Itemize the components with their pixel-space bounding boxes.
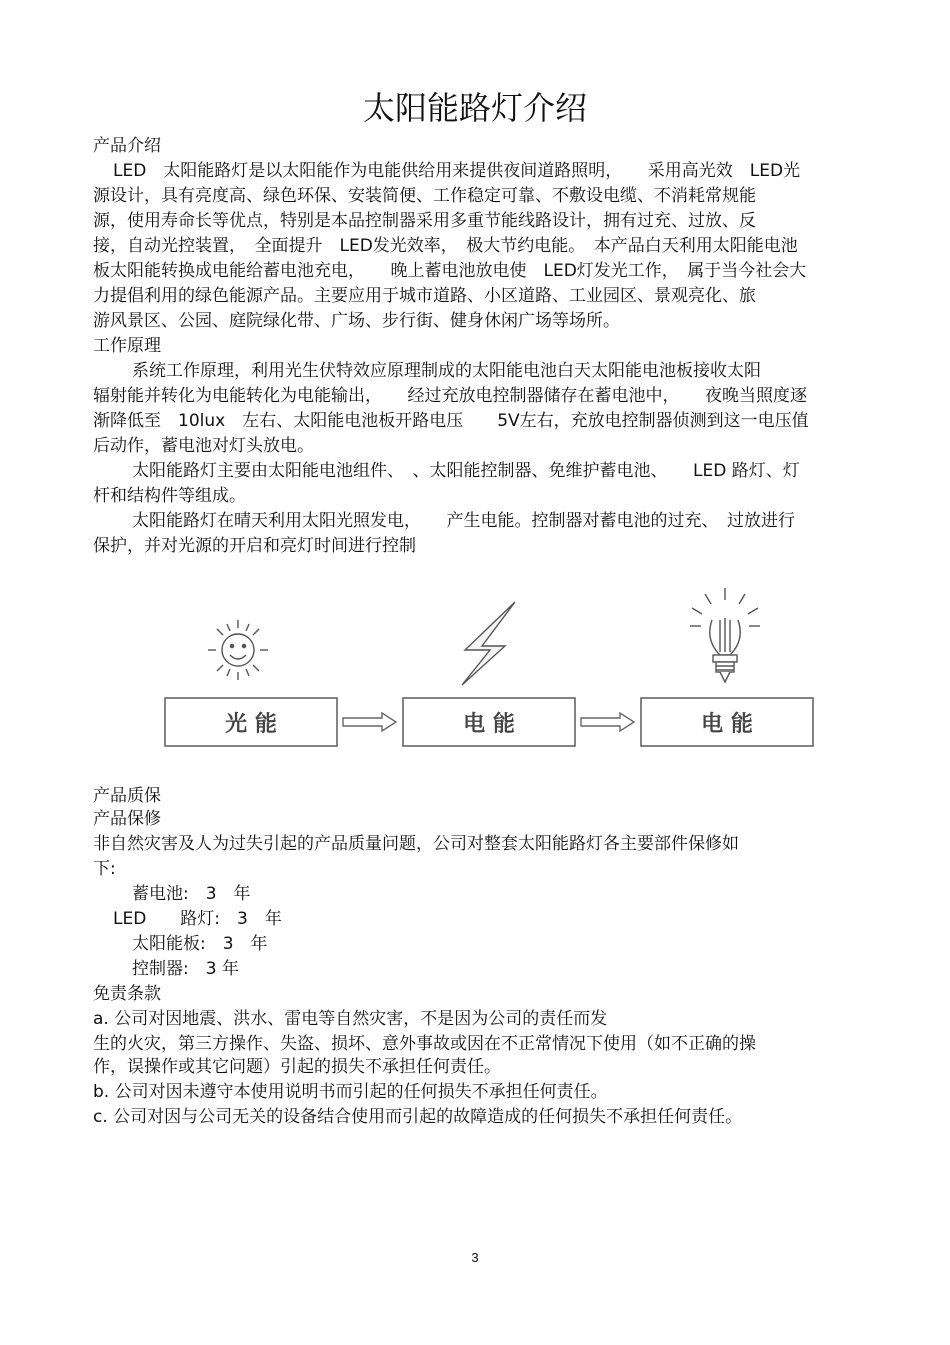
section-heading-warranty: 产品质保 — [93, 786, 161, 806]
section-heading-repair: 产品保修 — [93, 809, 161, 829]
disclaimer-line: b. 公司对因未遵守本使用说明书而引起的任何损失不承担任何责任。 — [93, 1082, 608, 1102]
light-bulb-icon — [690, 588, 760, 682]
page-title: 太阳能路灯介绍 — [362, 89, 587, 127]
section-heading-principle: 工作原理 — [93, 336, 161, 356]
warranty-item: LED 路灯: 3 年 — [113, 909, 282, 929]
lightning-icon — [462, 602, 515, 685]
warranty-item: 蓄电池: 3 年 — [132, 884, 251, 904]
energy-conversion-diagram — [160, 580, 820, 752]
intro-line: 游风景区、公园、庭院绿化带、广场、步行街、健身休闲广场等场所。 — [93, 311, 620, 331]
warranty-item: 控制器: 3 年 — [132, 959, 239, 979]
arrow-right-icon — [343, 713, 396, 731]
principle-line: 辐射能并转化为电能转化为电能输出， 经过充放电控制器储存在蓄电池中， 夜晚当照度逐 — [93, 386, 807, 406]
warranty-item: 太阳能板: 3 年 — [132, 934, 268, 954]
disclaimer-line: 生的火灾，第三方操作、失盗、损坏、意外事故或因在不正常情况下使用（如不正确的操 — [93, 1034, 756, 1054]
disclaimer-line: 作，误操作或其它问题）引起的损失不承担任何责任。 — [93, 1057, 501, 1077]
section-heading-disclaimer: 免责条款 — [93, 984, 161, 1004]
principle-line: 杆和结构件等组成。 — [93, 486, 246, 506]
warranty-line: 下: — [93, 859, 116, 879]
box-label: 光 能 — [225, 712, 277, 737]
disclaimer-line: c. 公司对因与公司无关的设备结合使用而引起的故障造成的任何损失不承担任何责任。 — [93, 1107, 743, 1127]
arrow-right-icon — [581, 713, 634, 731]
intro-line: LED 太阳能路灯是以太阳能作为电能供给用来提供夜间道路照明， 采用高光效 LED光 — [113, 161, 801, 181]
section-heading-intro: 产品介绍 — [93, 136, 161, 156]
disclaimer-line: a. 公司对因地震、洪水、雷电等自然灾害，不是因为公司的责任而发 — [93, 1009, 608, 1029]
principle-line: 系统工作原理，利用光生伏特效应原理制成的太阳能电池白天太阳能电池板接收太阳 — [132, 361, 761, 381]
principle-line: 保护，并对光源的开启和亮灯时间进行控制 — [93, 536, 416, 556]
intro-line: 力提倡利用的绿色能源产品。主要应用于城市道路、小区道路、工业园区、景观亮化、旅 — [93, 286, 756, 306]
principle-line: 渐降低至 10lux 左右、太阳能电池板开路电压 5V左右，充放电控制器侦测到这一电压值 — [93, 411, 809, 431]
intro-line: 源，使用寿命长等优点，特别是本品控制器采用多重节能线路设计，拥有过充、过放、反 — [93, 211, 756, 231]
principle-line: 太阳能路灯在晴天利用太阳光照发电， 产生电能。控制器对蓄电池的过充、 过放进行 — [132, 511, 795, 531]
principle-line: 太阳能路灯主要由太阳能电池组件、 、太阳能控制器、免维护蓄电池、 LED 路灯、灯 — [132, 461, 800, 481]
warranty-line: 非自然灾害及人为过失引起的产品质量问题，公司对整套太阳能路灯各主要部件保修如 — [93, 834, 739, 854]
sun-icon — [208, 620, 268, 680]
intro-line: 接，自动光控装置， 全面提升 LED发光效率， 极大节约电能。 本产品白天利用太阳能电池 — [93, 236, 798, 256]
intro-line: 源设计，具有亮度高、绿色环保、安装简便、工作稳定可靠、不敷设电缆、不消耗常规能 — [93, 186, 756, 206]
page-number: 3 — [471, 1250, 479, 1265]
box-label: 电 能 — [701, 712, 753, 737]
principle-line: 后动作，蓄电池对灯头放电。 — [93, 436, 314, 456]
box-label: 电 能 — [463, 712, 515, 737]
intro-line: 板太阳能转换成电能给蓄电池充电， 晚上蓄电池放电使 LED灯发光工作， 属于当今社会大 — [93, 261, 807, 281]
